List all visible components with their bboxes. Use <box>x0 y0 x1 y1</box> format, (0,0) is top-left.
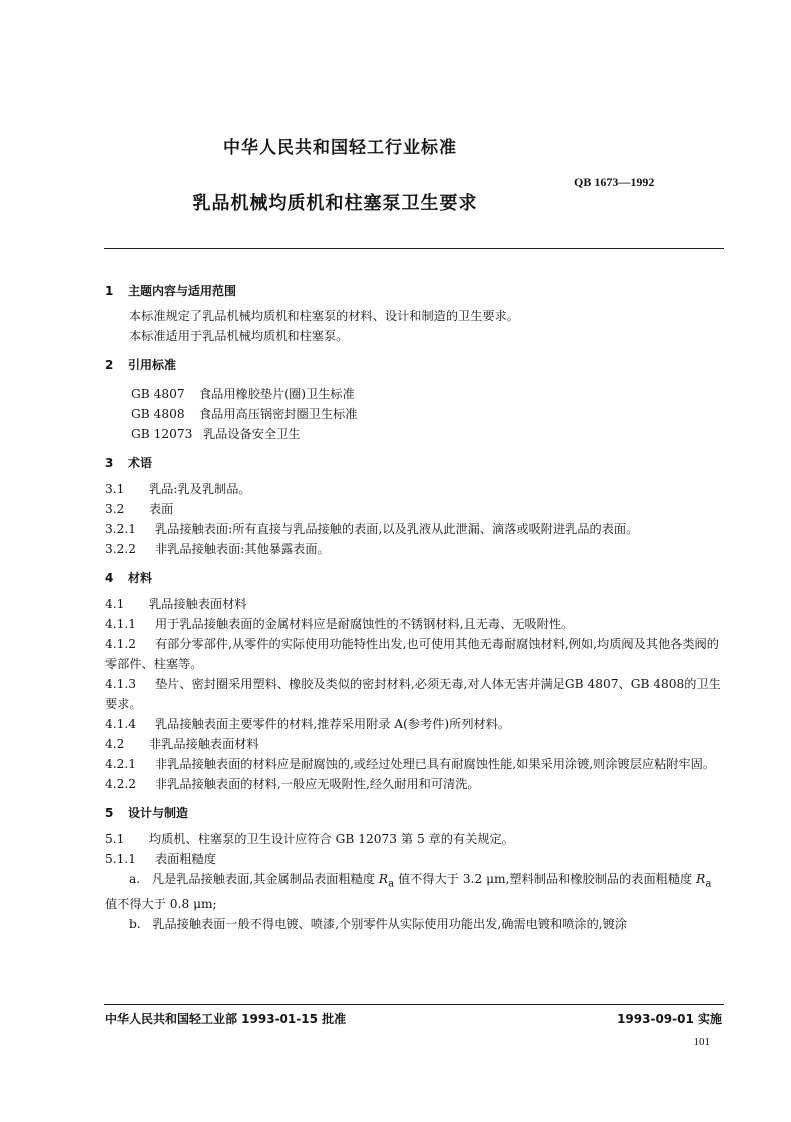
clause: 4.2.2 非乳品接触表面的材料,一般应无吸附性,经久耐用和可清洗。 <box>105 777 480 791</box>
clause: 3.2.1 乳品接触表面:所有直接与乳品接触的表面,以及乳液从此泄漏、滴落或吸附进乳品的表面。 <box>105 522 639 536</box>
clause: 3.1 乳品:乳及乳制品。 <box>105 482 251 496</box>
clause: 3.2 表面 <box>105 502 174 516</box>
reference-item: GB 4808 食品用高压锅密封圈卫生标准 <box>131 407 358 421</box>
document-body <box>105 276 723 934</box>
page-number: 101 <box>693 1036 710 1048</box>
document-title: 乳品机械均质机和柱塞泵卫生要求 <box>192 193 478 214</box>
paragraph: 本标准适用于乳品机械均质机和柱塞泵。 <box>129 329 349 343</box>
clause: 4.1.4 乳品接触表面主要零件的材料,推荐采用附录 A(参考件)所列材料。 <box>105 717 511 731</box>
clause: 4.1 乳品接触表面材料 <box>105 597 247 611</box>
list-item-a: a. 凡是乳品接触表面,其金属制品表面粗糙度 $R_a$ 值不得大于 3.2 μm,塑料制品和橡胶制品的表面粗糙度 $R_a$ 值不得大于 0.8 μm; <box>105 872 712 912</box>
clause: 4.1.1 用于乳品接触表面的金属材料应是耐腐蚀性的不锈钢材料,且无毒、无吸附性。 <box>105 617 574 631</box>
reference-item: GB 12073 乳品设备安全卫生 <box>131 427 301 441</box>
section-heading: 4 材料 <box>105 571 153 585</box>
clause: 5.1 均质机、柱塞泵的卫生设计应符合 GB 12073 第 5 章的有关规定。 <box>105 832 514 846</box>
clause: 4.2.1 非乳品接触表面的材料应是耐腐蚀的,或经过处理已具有耐腐蚀性能,如果采用涂镀,则涂镀层应粘附牢固。 <box>105 757 716 771</box>
clause: 4.2 非乳品接触表面材料 <box>105 737 259 751</box>
section-heading: 1 主题内容与适用范围 <box>105 284 237 298</box>
clause: 4.1.2 有部分零部件,从零件的实际使用功能特性出发,也可使用其他无毒耐腐蚀材料,例如,均质阀及其他各类阀的零部件、柱塞等。 <box>105 637 719 671</box>
clause: 5.1.1 表面粗糙度 <box>105 852 216 866</box>
implementation-date: 1993-09-01 实施 <box>617 1012 722 1026</box>
standard-code: QB 1673—1992 <box>574 175 655 189</box>
section-heading: 2 引用标准 <box>105 358 177 372</box>
approval-info: 中华人民共和国轻工业部 1993-01-15 批准 <box>105 1012 347 1026</box>
list-item-b: b. 乳品接触表面一般不得电镀、喷漆,个别零件从实际使用功能出发,确需电镀和喷涂的,镀涂 <box>129 917 628 932</box>
section-heading: 3 术语 <box>105 456 153 470</box>
paragraph: 本标准规定了乳品机械均质机和柱塞泵的材料、设计和制造的卫生要求。 <box>129 309 519 323</box>
standard-category: 中华人民共和国轻工行业标准 <box>223 138 457 158</box>
clause: 3.2.2 非乳品接触表面:其他暴露表面。 <box>105 542 330 556</box>
header-rule <box>104 248 724 249</box>
section-heading: 5 设计与制造 <box>105 806 189 820</box>
footer-rule <box>104 1004 724 1005</box>
reference-item: GB 4807 食品用橡胶垫片(圈)卫生标准 <box>131 387 355 401</box>
clause: 4.1.3 垫片、密封圈采用塑料、橡胶及类似的密封材料,必须无毒,对人体无害并满足GB 4807、GB 4808的卫生要求。 <box>105 677 721 711</box>
